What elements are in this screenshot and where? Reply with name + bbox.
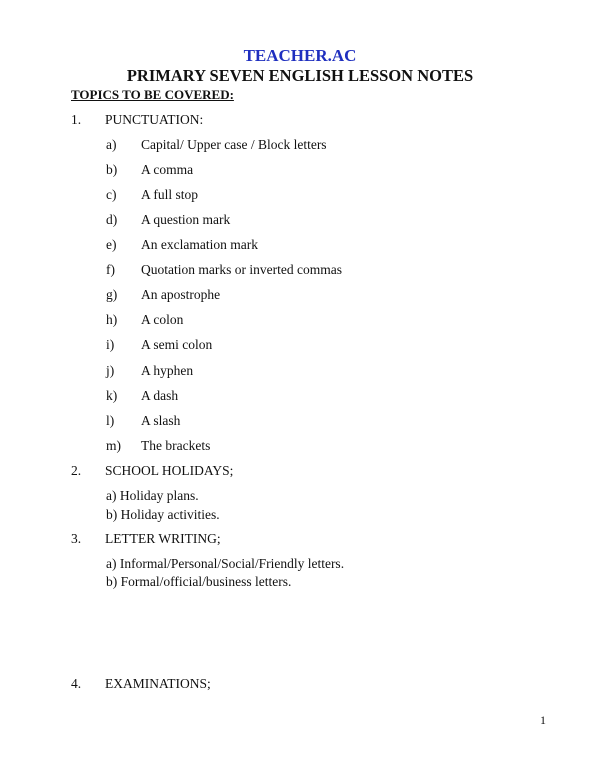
item-letter: e) xyxy=(106,237,117,252)
section-title: EXAMINATIONS; xyxy=(105,676,211,691)
list-item xyxy=(106,438,210,454)
item-text: A question mark xyxy=(141,212,231,227)
list-item xyxy=(106,287,220,303)
section-title: PUNCTUATION: xyxy=(105,112,204,127)
section-number: 3. xyxy=(71,531,82,546)
item-letter: j) xyxy=(106,363,115,378)
list-item xyxy=(106,388,178,404)
item-letter: h) xyxy=(106,312,118,327)
item-letter: m) xyxy=(106,438,121,453)
list-item xyxy=(106,413,180,429)
list-item xyxy=(106,237,258,253)
list-item xyxy=(106,337,212,353)
item-text: A slash xyxy=(141,413,181,428)
item-letter: i) xyxy=(106,337,115,352)
list-item xyxy=(106,162,193,178)
item-letter: k) xyxy=(106,388,118,403)
item-text: A semi colon xyxy=(141,337,213,352)
list-item xyxy=(106,137,327,153)
page-title: PRIMARY SEVEN ENGLISH LESSON NOTES xyxy=(126,66,474,85)
section-number: 2. xyxy=(71,463,82,478)
item-letter: a) xyxy=(106,137,117,152)
item-text: Quotation marks or inverted commas xyxy=(141,262,342,277)
section-title: SCHOOL HOLIDAYS; xyxy=(105,463,234,478)
list-item: a) Holiday plans. xyxy=(106,488,199,503)
section-number: 1. xyxy=(71,112,82,127)
section-title: LETTER WRITING; xyxy=(105,531,221,546)
item-letter: f) xyxy=(106,262,115,277)
list-item xyxy=(106,262,342,278)
section-2-heading xyxy=(71,463,233,479)
item-text: A dash xyxy=(141,388,179,403)
section-3-heading xyxy=(71,531,221,547)
item-text: A colon xyxy=(141,312,184,327)
item-letter: b) xyxy=(106,162,118,177)
list-item: b) Holiday activities. xyxy=(106,507,220,522)
item-text: The brackets xyxy=(141,438,211,453)
section-1-heading xyxy=(71,112,203,128)
page-number: 1 xyxy=(540,713,546,727)
list-item: a) Informal/Personal/Social/Friendly letters. xyxy=(106,556,345,571)
item-text: A hyphen xyxy=(141,363,194,378)
item-text: A full stop xyxy=(141,187,199,202)
item-text: A comma xyxy=(141,162,194,177)
item-letter: g) xyxy=(106,287,118,302)
section-number: 4. xyxy=(71,676,82,691)
item-letter: d) xyxy=(106,212,118,227)
list-item xyxy=(106,187,198,203)
site-brand: TEACHER.AC xyxy=(243,46,357,65)
item-letter: c) xyxy=(106,187,117,202)
list-item xyxy=(106,312,183,328)
list-item xyxy=(106,363,193,379)
topics-heading: TOPICS TO BE COVERED: xyxy=(71,87,234,102)
section-4-heading xyxy=(71,676,211,692)
list-item: b) Formal/official/business letters. xyxy=(106,574,292,589)
item-letter: l) xyxy=(106,413,115,428)
item-text: Capital/ Upper case / Block letters xyxy=(141,137,327,152)
list-item xyxy=(106,212,230,228)
item-text: An exclamation mark xyxy=(141,237,258,252)
item-text: An apostrophe xyxy=(141,287,221,302)
